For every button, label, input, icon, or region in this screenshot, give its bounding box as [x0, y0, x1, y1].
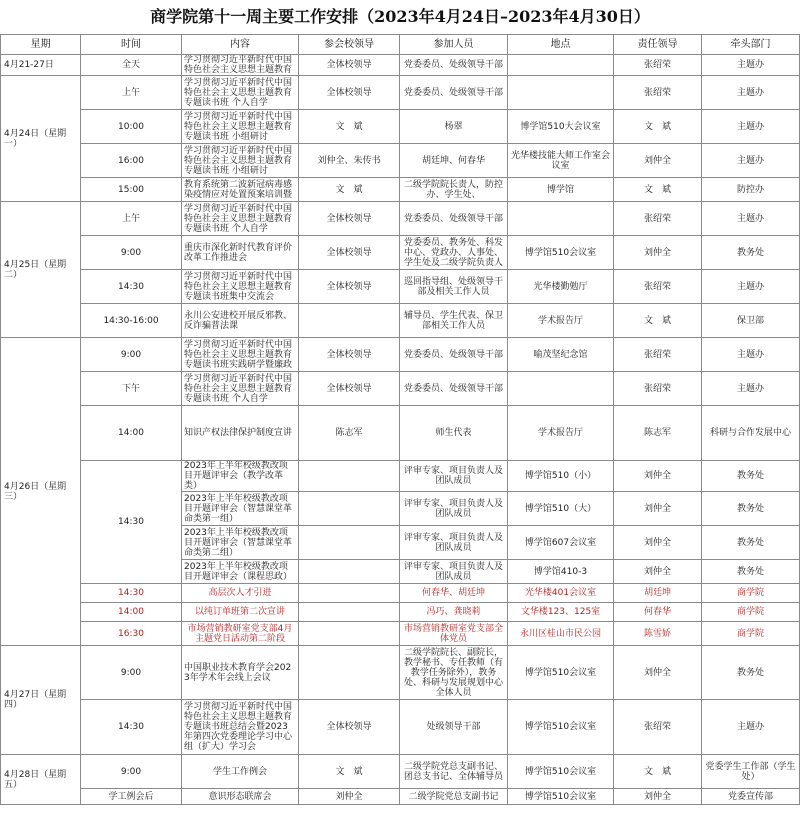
content-cell: 2023年上半年校级教改项目开题评审会（教学改革类）	[182, 461, 299, 492]
dept-cell: 教务处	[702, 461, 800, 492]
content-cell: 学习贯彻习近平新时代中国特色社会主义思想主题教育专题读书班总结会暨2023年第四次党委理论学习中心组（扩大）学习会	[182, 700, 299, 755]
responsible-cell: 文 斌	[614, 304, 702, 338]
leaders-cell	[299, 492, 400, 526]
dept-cell: 主题办	[702, 55, 800, 76]
dept-cell: 主题办	[702, 202, 800, 236]
leaders-cell	[299, 622, 400, 646]
dept-cell: 防控办	[702, 178, 800, 202]
schedule-table	[0, 34, 800, 805]
leaders-cell: 全体校领导	[299, 338, 400, 372]
header-responsible: 责任领导	[614, 35, 702, 55]
location-cell: 喻茂坚纪念馆	[508, 338, 614, 372]
leaders-cell: 文 斌	[299, 178, 400, 202]
participants-cell: 巡回指导组、处级领导干部及相关工作人员	[400, 270, 508, 304]
content-cell: 学习贯彻习近平新时代中国特色社会主义思想主题教育专题读书班 个人自学	[182, 372, 299, 406]
content-cell: 以纯订单班第二次宣讲	[182, 603, 299, 622]
participants-cell: 二级学院院长责人，防控办、学生处、	[400, 178, 508, 202]
participants-cell: 冯巧、龚晓莉	[400, 603, 508, 622]
location-cell: 博学馆510会议室	[508, 755, 614, 789]
leaders-cell: 全体校领导	[299, 55, 400, 76]
location-cell: 学术报告厅	[508, 304, 614, 338]
content-cell: 学习贯彻习近平新时代中国特色社会主义思想主题教育专题读书班 小组研讨	[182, 110, 299, 144]
responsible-cell: 刘仲全	[614, 492, 702, 526]
time-cell: 14:00	[81, 603, 182, 622]
table-row	[1, 110, 800, 144]
responsible-cell: 张绍荣	[614, 76, 702, 110]
location-cell: 博学馆510会议室	[508, 236, 614, 270]
content-cell: 2023年上半年校级教改项目开题评审会（课程思政）	[182, 560, 299, 584]
dept-cell: 教务处	[702, 236, 800, 270]
table-row	[1, 76, 800, 110]
dept-cell: 党委宣传部	[702, 789, 800, 805]
participants-cell: 党委委员、处级领导干部	[400, 76, 508, 110]
content-cell: 学习贯彻习近平新时代中国特色社会主义思想主题教育专题读书班 个人自学	[182, 76, 299, 110]
participants-cell: 党委委员、处级领导干部	[400, 372, 508, 406]
header-dept: 牵头部门	[702, 35, 800, 55]
location-cell: 博学馆510会议室	[508, 646, 614, 700]
time-cell: 9:00	[81, 755, 182, 789]
table-row	[1, 406, 800, 461]
content-cell: 重庆市深化新时代教育评价改革工作推进会	[182, 236, 299, 270]
location-cell: 博学馆510会议室	[508, 700, 614, 755]
content-cell: 意识形态联席会	[182, 789, 299, 805]
time-cell: 10:00	[81, 110, 182, 144]
leaders-cell: 全体校领导	[299, 202, 400, 236]
table-row	[1, 144, 800, 178]
leaders-cell	[299, 304, 400, 338]
dept-cell: 主题办	[702, 700, 800, 755]
dept-cell: 教务处	[702, 492, 800, 526]
location-cell: 博学馆510大会议室	[508, 110, 614, 144]
content-cell: 学习贯彻习近平新时代中国特色社会主义思想主题教育专题读书班 个人自学	[182, 202, 299, 236]
responsible-cell: 文 斌	[614, 755, 702, 789]
leaders-cell: 全体校领导	[299, 270, 400, 304]
participants-cell: 党委委员、处级领导干部	[400, 338, 508, 372]
table-row	[1, 304, 800, 338]
participants-cell: 党委委员、处级领导干部	[400, 55, 508, 76]
time-cell: 9:00	[81, 236, 182, 270]
header-time: 时间	[81, 35, 182, 55]
leaders-cell	[299, 646, 400, 700]
dept-cell: 党委学生工作部（学生处）	[702, 755, 800, 789]
dept-cell: 教务处	[702, 560, 800, 584]
content-cell: 学习贯彻习近平新时代中国特色社会主义思想主题教育	[182, 55, 299, 76]
table-row	[1, 55, 800, 76]
responsible-cell: 陈雪娇	[614, 622, 702, 646]
dept-cell: 商学院	[702, 603, 800, 622]
leaders-cell: 全体校领导	[299, 76, 400, 110]
location-cell: 博学馆510（大）	[508, 492, 614, 526]
table-row	[1, 789, 800, 805]
table-row	[1, 584, 800, 603]
content-cell: 知识产权法律保护制度宣讲	[182, 406, 299, 461]
location-cell: 学术报告厅	[508, 406, 614, 461]
header-location: 地点	[508, 35, 614, 55]
participants-cell: 评审专家、项目负责人及团队成员	[400, 461, 508, 492]
table-row	[1, 178, 800, 202]
content-cell: 高层次人才引进	[182, 584, 299, 603]
time-cell: 14:00	[81, 406, 182, 461]
leaders-cell	[299, 526, 400, 560]
responsible-cell: 刘仲全	[614, 461, 702, 492]
time-cell: 下午	[81, 372, 182, 406]
dept-cell: 教务处	[702, 646, 800, 700]
day-cell: 4月28日（星期五）	[1, 755, 81, 805]
table-row	[1, 603, 800, 622]
dept-cell: 主题办	[702, 372, 800, 406]
dept-cell: 主题办	[702, 144, 800, 178]
location-cell: 文华楼123、125室	[508, 603, 614, 622]
time-cell: 9:00	[81, 646, 182, 700]
header-content: 内容	[182, 35, 299, 55]
responsible-cell: 文 斌	[614, 110, 702, 144]
location-cell	[508, 202, 614, 236]
table-row	[1, 755, 800, 789]
leaders-cell: 刘仲全	[299, 789, 400, 805]
participants-cell: 评审专家、项目负责人及团队成员	[400, 492, 508, 526]
location-cell: 博学馆607会议室	[508, 526, 614, 560]
participants-cell: 评审专家、项目负责人及团队成员	[400, 526, 508, 560]
location-cell: 光华楼401会议室	[508, 584, 614, 603]
table-row	[1, 202, 800, 236]
leaders-cell: 陈志军	[299, 406, 400, 461]
participants-cell: 二级学院党总支副书记、团总支书记、全体辅导员	[400, 755, 508, 789]
content-cell: 中国职业技术教育学会2023年学术年会线上会议	[182, 646, 299, 700]
content-cell: 学生工作例会	[182, 755, 299, 789]
responsible-cell: 张绍荣	[614, 700, 702, 755]
day-cell: 4月26日（星期三）	[1, 338, 81, 646]
time-cell: 全天	[81, 55, 182, 76]
participants-cell: 处级领导干部	[400, 700, 508, 755]
dept-cell: 主题办	[702, 270, 800, 304]
time-cell: 14:30	[81, 461, 182, 584]
participants-cell: 胡廷坤、何春华	[400, 144, 508, 178]
time-cell: 15:00	[81, 178, 182, 202]
dept-cell: 商学院	[702, 622, 800, 646]
dept-cell: 主题办	[702, 110, 800, 144]
day-cell: 4月24日（星期一）	[1, 76, 81, 202]
time-cell: 14:30	[81, 270, 182, 304]
time-cell: 16:30	[81, 622, 182, 646]
leaders-cell: 全体校领导	[299, 236, 400, 270]
participants-cell: 何春华、胡廷坤	[400, 584, 508, 603]
time-cell: 14:30-16:00	[81, 304, 182, 338]
header-row	[1, 35, 800, 55]
table-row	[1, 622, 800, 646]
time-cell: 14:30	[81, 700, 182, 755]
location-cell: 光华楼技能大师工作室会议室	[508, 144, 614, 178]
location-cell: 博学馆510（小）	[508, 461, 614, 492]
header-leaders: 参会校领导	[299, 35, 400, 55]
leaders-cell: 全体校领导	[299, 700, 400, 755]
content-cell: 学习贯彻习近平新时代中国特色社会主义思想主题教育专题读书班实践研学暨廉政	[182, 338, 299, 372]
responsible-cell: 刘仲全	[614, 560, 702, 584]
dept-cell: 主题办	[702, 338, 800, 372]
responsible-cell: 胡廷坤	[614, 584, 702, 603]
participants-cell: 师生代表	[400, 406, 508, 461]
participants-cell: 党委委员、处级领导干部	[400, 202, 508, 236]
day-cell: 4月21-27日	[1, 55, 81, 76]
time-cell: 上午	[81, 76, 182, 110]
leaders-cell: 刘仲全、朱传书	[299, 144, 400, 178]
table-row	[1, 700, 800, 755]
time-cell: 上午	[81, 202, 182, 236]
leaders-cell: 文 斌	[299, 755, 400, 789]
responsible-cell: 张绍荣	[614, 338, 702, 372]
participants-cell: 市场营销教研室党支部全体党员	[400, 622, 508, 646]
content-cell: 2023年上半年校级教改项目开题评审会（智慧课堂革命类第一组）	[182, 492, 299, 526]
responsible-cell: 刘仲全	[614, 789, 702, 805]
table-row	[1, 646, 800, 700]
location-cell	[508, 76, 614, 110]
content-cell: 2023年上半年校级教改项目开题评审会（智慧课堂革命类第二组）	[182, 526, 299, 560]
dept-cell: 商学院	[702, 584, 800, 603]
location-cell: 博学馆510会议室	[508, 789, 614, 805]
location-cell	[508, 372, 614, 406]
table-row	[1, 461, 800, 492]
dept-cell: 主题办	[702, 76, 800, 110]
responsible-cell: 刘仲全	[614, 144, 702, 178]
location-cell: 永川区桂山市民公园	[508, 622, 614, 646]
location-cell: 博学馆	[508, 178, 614, 202]
responsible-cell: 何春华	[614, 603, 702, 622]
participants-cell: 杨翠	[400, 110, 508, 144]
participants-cell: 二级学院院长、副院长，教学秘书、专任教师（有教学任务除外），教务处、科研与发展规划中心全体人员	[400, 646, 508, 700]
time-cell: 16:00	[81, 144, 182, 178]
leaders-cell	[299, 584, 400, 603]
responsible-cell: 文 斌	[614, 178, 702, 202]
content-cell: 市场营销教研室党支部4月主题党日活动第二阶段	[182, 622, 299, 646]
content-cell: 教育系统第二波新冠病毒感染疫情应对处置预案培训暨	[182, 178, 299, 202]
table-row	[1, 372, 800, 406]
content-cell: 永川公安进校开展反邪教、反诈骗普法课	[182, 304, 299, 338]
leaders-cell	[299, 461, 400, 492]
table-row	[1, 270, 800, 304]
time-cell: 9:00	[81, 338, 182, 372]
participants-cell: 评审专家、项目负责人及团队成员	[400, 560, 508, 584]
leaders-cell: 全体校领导	[299, 372, 400, 406]
content-cell: 学习贯彻习近平新时代中国特色社会主义思想主题教育专题读书班 小组研讨	[182, 144, 299, 178]
responsible-cell: 刘仲全	[614, 646, 702, 700]
location-cell: 光华楼勤勉厅	[508, 270, 614, 304]
content-cell: 学习贯彻习近平新时代中国特色社会主义思想主题教育专题读书班集中交流会	[182, 270, 299, 304]
leaders-cell	[299, 603, 400, 622]
responsible-cell: 张绍荣	[614, 270, 702, 304]
leaders-cell	[299, 560, 400, 584]
location-cell	[508, 55, 614, 76]
responsible-cell: 刘仲全	[614, 236, 702, 270]
responsible-cell: 张绍荣	[614, 372, 702, 406]
responsible-cell: 陈志军	[614, 406, 702, 461]
responsible-cell: 张绍荣	[614, 55, 702, 76]
header-day: 星期	[1, 35, 81, 55]
responsible-cell: 刘仲全	[614, 526, 702, 560]
dept-cell: 科研与合作发展中心	[702, 406, 800, 461]
participants-cell: 辅导员、学生代表、保卫部相关工作人员	[400, 304, 508, 338]
time-cell: 14:30	[81, 584, 182, 603]
dept-cell: 教务处	[702, 526, 800, 560]
day-cell: 4月25日（星期二）	[1, 202, 81, 338]
location-cell: 博学馆410-3	[508, 560, 614, 584]
participants-cell: 二级学院党总支副书记	[400, 789, 508, 805]
time-cell: 学工例会后	[81, 789, 182, 805]
page-title: 商学院第十一周主要工作安排（2023年4月24日–2023年4月30日）	[150, 7, 650, 26]
leaders-cell: 文 斌	[299, 110, 400, 144]
table-row	[1, 338, 800, 372]
day-cell: 4月27日（星期四）	[1, 646, 81, 755]
responsible-cell: 张绍荣	[614, 202, 702, 236]
participants-cell: 党委委员、教务处、科发中心、党政办、人事处、学生处及二级学院负责人	[400, 236, 508, 270]
header-participants: 参加人员	[400, 35, 508, 55]
table-row	[1, 236, 800, 270]
dept-cell: 保卫部	[702, 304, 800, 338]
